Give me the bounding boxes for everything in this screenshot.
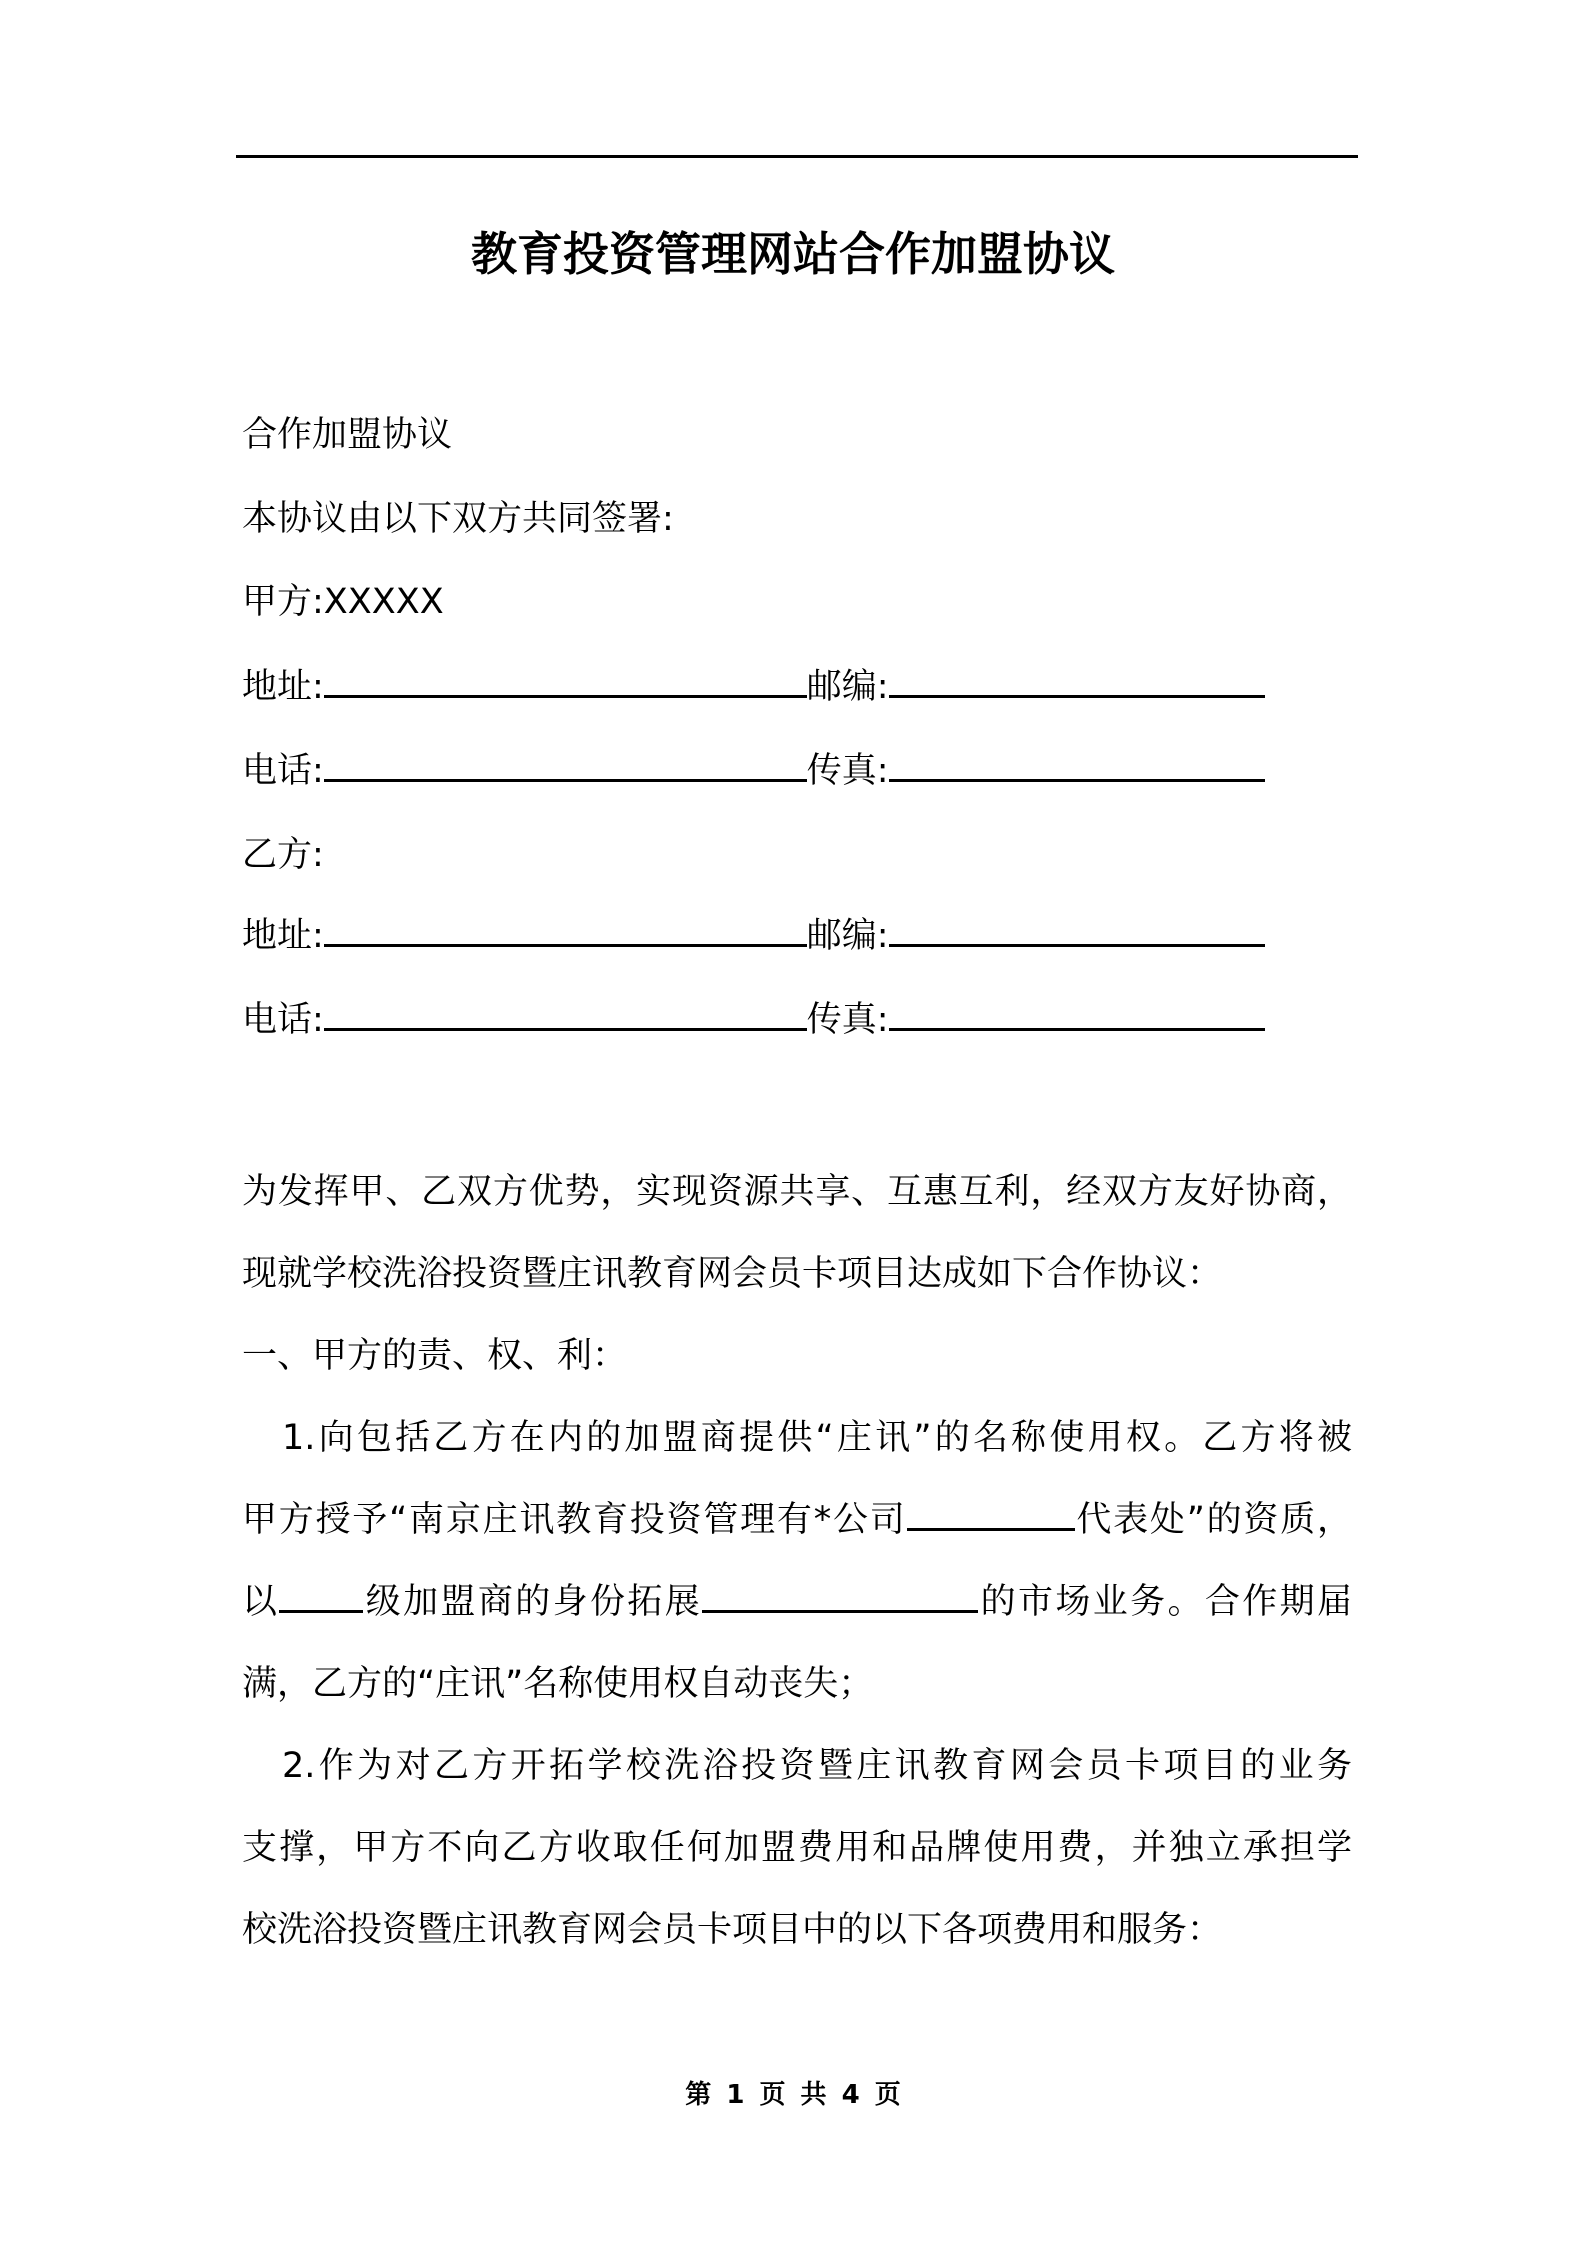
paragraph-line: 满，乙方的“庄讯”名称使用权自动丧失； — [242, 1664, 874, 1704]
paragraph-line: 2.作为对乙方开拓学校洗浴投资暨庄讯教育网会员卡项目的业务 — [282, 1746, 1352, 1786]
party-b-phone-row — [242, 998, 1265, 1042]
section-heading: 一、甲方的责、权、利： — [242, 1336, 628, 1376]
paragraph-line: 支撑，甲方不向乙方收取任何加盟费用和品牌使用费，并独立承担学 — [242, 1828, 1352, 1868]
paragraph-line: 校洗浴投资暨庄讯教育网会员卡项目中的以下各项费用和服务： — [242, 1910, 1223, 1950]
paragraph-line: 1.向包括乙方在内的加盟商提供“庄讯”的名称使用权。乙方将被 — [282, 1418, 1352, 1458]
text-segment: 级加盟商的身份拓展 — [363, 1582, 703, 1622]
party-b-postcode-blank[interactable] — [889, 914, 1265, 947]
party-a-phone-blank[interactable] — [324, 749, 807, 782]
fax-label: 传真: — [806, 1000, 889, 1040]
header-rule — [236, 155, 1358, 158]
party-a-label: 甲方:XXXXX — [242, 582, 444, 622]
postcode-label: 邮编: — [806, 916, 889, 956]
postcode-label: 邮编: — [806, 667, 889, 707]
text-segment: 代表处”的资质， — [1074, 1500, 1352, 1540]
party-b-phone-blank[interactable] — [324, 998, 807, 1031]
party-b-address-blank[interactable] — [324, 914, 807, 947]
phone-label: 电话: — [242, 1000, 324, 1040]
party-a-postcode-blank[interactable] — [889, 665, 1265, 698]
party-b-label: 乙方: — [242, 835, 324, 875]
address-label: 地址: — [242, 916, 324, 956]
document-title: 教育投资管理网站合作加盟协议 — [471, 227, 1115, 281]
paragraph-line: 为发挥甲、乙双方优势，实现资源共享、互惠互利，经双方友好协商， — [242, 1172, 1352, 1212]
fax-label: 传真: — [806, 751, 889, 791]
party-a-address-blank[interactable] — [324, 665, 807, 698]
address-label: 地址: — [242, 667, 324, 707]
party-a-fax-blank[interactable] — [889, 749, 1265, 782]
paragraph-line — [242, 1580, 1352, 1624]
market-region-blank[interactable] — [702, 1580, 978, 1613]
party-a-phone-row — [242, 749, 1265, 793]
page-number-footer: 第 1 页 共 4 页 — [685, 2080, 901, 2110]
text-segment: 以 — [242, 1582, 280, 1622]
agreement-heading: 合作加盟协议 — [242, 415, 453, 455]
party-a-address-row — [242, 665, 1265, 709]
franchise-level-blank[interactable] — [279, 1580, 363, 1613]
party-b-fax-blank[interactable] — [889, 998, 1265, 1031]
phone-label: 电话: — [242, 751, 324, 791]
paragraph-line: 现就学校洗浴投资暨庄讯教育网会员卡项目达成如下合作协议： — [242, 1254, 1223, 1294]
office-name-blank[interactable] — [907, 1498, 1075, 1531]
party-b-address-row — [242, 914, 1265, 958]
agreement-intro: 本协议由以下双方共同签署: — [242, 499, 674, 539]
text-segment: 甲方授予“南京庄讯教育投资管理有*公司 — [242, 1500, 907, 1540]
text-segment: 的市场业务。合作期届 — [978, 1582, 1352, 1622]
paragraph-line — [242, 1498, 1352, 1542]
